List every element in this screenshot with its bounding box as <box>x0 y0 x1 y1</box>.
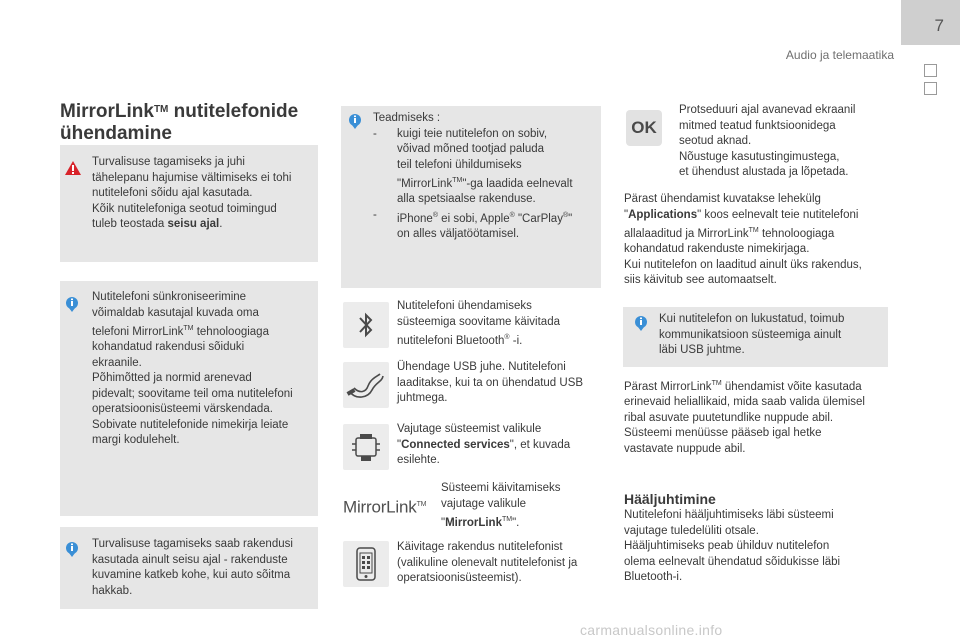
step-mirrorlink-text: Süsteemi käivitamiseks vajutage valikule "MirrorLink™". <box>441 482 561 529</box>
ok-button-icon: OK <box>626 110 662 146</box>
note-text: Teadmiseks : - kuigi teie nutitelefon on sobiv, võivad mõned tootjad paluda teil telefoni ühildumiseks "MirrorLink™"-ga laadida eelnevalt alla spetsiaalse rakenduse. - iPhone® ei sobi, Apple® "CarPlay®" on alles väljatöötamisel. <box>373 112 573 241</box>
info-icon <box>65 296 79 312</box>
warning-icon <box>64 160 82 176</box>
info-locked-text: Kui nutitelefon on lukustatud, toimub kommunikatsioon süsteemiga ainult läbi USB juhtme. <box>659 313 845 356</box>
step-usb-text: Ühendage USB juhe. Nutitelefoni laaditakse, kui ta on ühendatud USB juhtmega. <box>397 361 584 404</box>
warning-text: Turvalisuse tagamiseks ja juhi tähelepanu hajumise vältimiseks ei tohi nutitelefoni sõidu ajal kasutada. Kõik nutitelefoniga seotud toimingud tuleb teostada seisu ajal. <box>92 156 292 230</box>
step-bluetooth-text: Nutitelefoni ühendamiseks süsteemiga soovitame käivitada nutitelefoni Bluetooth® -i. <box>397 300 560 347</box>
step-launch-app-text: Käivitage rakendus nutitelefonist (valikuline olenevalt nutitelefonist ja operatsioonisüsteemist). <box>397 541 578 584</box>
usb-cable-icon <box>346 370 386 400</box>
page-number: 7 <box>934 16 944 35</box>
section-title: Audio ja telemaatika <box>785 48 894 62</box>
voice-control-text: Nutitelefoni hääljuhtimiseks läbi süsteemi vajutage tuledelüliti otsale. Hääljuhtimiseks peab ühilduv nutitelefon olema eelnevalt ühendatud sõidukisse läbi Bluetooth-i. <box>624 509 841 583</box>
step-connected-services-text: Vajutage süsteemist valikule "Connected services", et kuvada esilehte. <box>397 423 571 466</box>
ok-step-text: Protseduuri ajal avanevad ekraanil mitmed teatud funktsioonidega seotud aknad. Nõustuge kasutustingimustega, et ühendust alustada ja lõpetada. <box>679 104 856 178</box>
chapter-marker <box>924 64 937 77</box>
connected-services-icon-box <box>343 424 389 470</box>
info-text-safety: Turvalisuse tagamiseks saab rakendusi kasutada ainult seisu ajal - rakenduste kuvamine katkeb kohe, kui auto sõitma hakkab. <box>92 538 293 597</box>
watermark: carmanualsonline.info <box>580 622 723 638</box>
bluetooth-icon-box <box>343 302 389 348</box>
connected-services-icon <box>349 430 383 464</box>
sources-paragraph: Pärast MirrorLink™ ühendamist võite kasutada erinevaid heliallikaid, mida saab valida ülemisel ribal asuvate puutetundlike nuppude abil. Süsteemi menüüsse pääseb igal hetke vastavate nuppude abil. <box>624 380 865 455</box>
info-icon <box>348 113 362 129</box>
info-icon <box>634 315 648 331</box>
voice-control-heading: Hääljuhtimine <box>624 491 716 507</box>
info-text-sync: Nutitelefoni sünkroniseerimine võimaldab kasutajal kuvada oma telefoni MirrorLink™ tehnoloogiaga kohandatud rakendusi sõiduki ekraanile. Põhimõtted ja normid arenevad pidevalt; soovitame teil oma nutitelefoni operatsioonisüsteemi värskendada. Sobivate nutitelefonide nimekirja leiate margi kodulehelt. <box>92 291 293 447</box>
applications-paragraph: Pärast ühendamist kuvatakse lehekülg "Applications" koos eelnevalt teie nutitelefoni allalaaditud ja MirrorLink™ tehnoloogiaga kohandatud rakenduste nimekirjaga. Kui nutitelefon on laaditud ainult üks rakendus, siis käivitub see automaatselt. <box>624 193 862 287</box>
info-icon <box>65 541 79 557</box>
mirrorlink-logo: MirrorLink™ <box>343 497 427 517</box>
chapter-marker-filled <box>924 45 937 58</box>
smartphone-icon-box <box>343 541 389 587</box>
chapter-marker <box>924 82 937 95</box>
usb-cable-icon-box <box>343 362 389 408</box>
smartphone-icon <box>354 547 378 581</box>
page-title: MirrorLink™ nutitelefonide ühendamine <box>60 101 299 144</box>
bluetooth-icon <box>355 310 377 340</box>
